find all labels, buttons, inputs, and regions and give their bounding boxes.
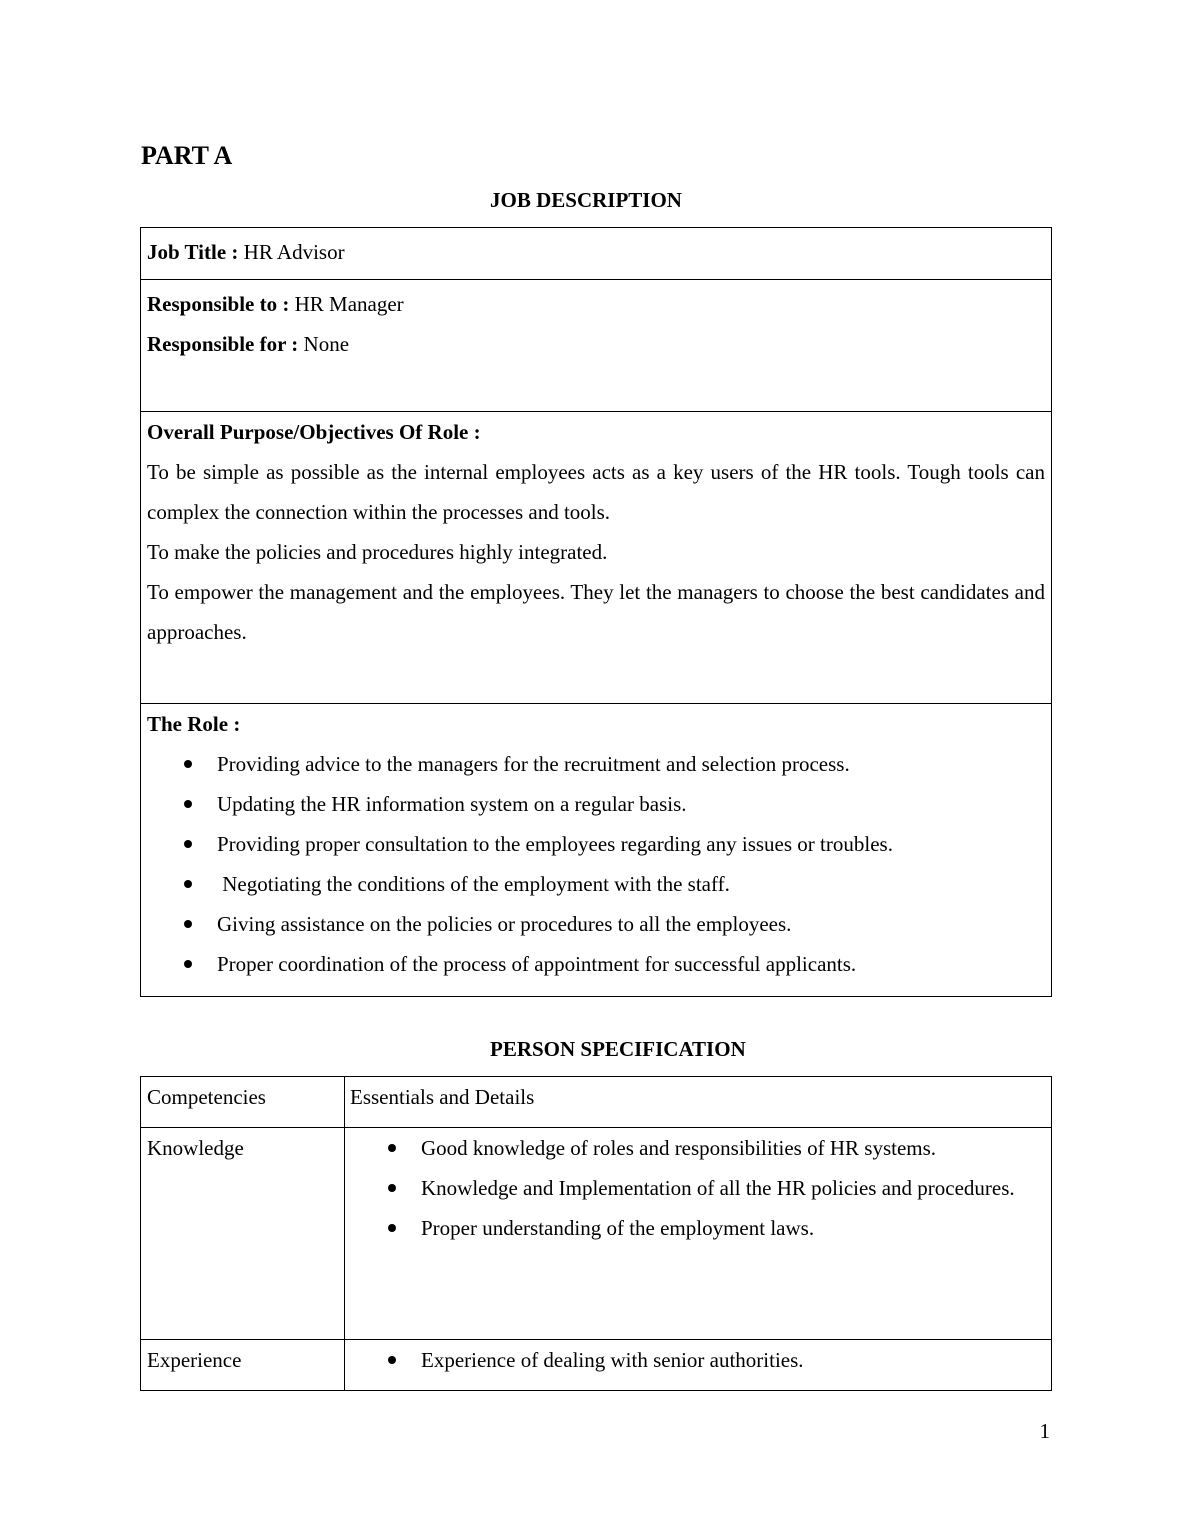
role-list-item: Updating the HR information system on a regular basis.	[147, 784, 1045, 824]
job-title-cell	[141, 228, 1052, 280]
experience-list	[351, 1340, 1045, 1380]
responsible-for-label: Responsible for :	[147, 332, 299, 356]
job-title-row	[141, 228, 1052, 280]
person-specification-title: PERSON SPECIFICATION	[490, 1037, 746, 1061]
purpose-paragraph: To empower the management and the employees. They let the managers to choose the best candidates and approaches.	[147, 580, 1045, 644]
responsibility-row	[141, 280, 1052, 412]
responsible-to-label: Responsible to :	[147, 292, 290, 316]
table-row	[141, 1128, 1052, 1340]
role-label: The Role :	[147, 712, 241, 736]
purpose-label: Overall Purpose/Objectives Of Role :	[147, 420, 481, 444]
responsible-for-value: None	[298, 332, 350, 356]
purpose-paragraph: To make the policies and procedures highly integrated.	[147, 540, 608, 564]
competency-experience: Experience	[141, 1340, 345, 1391]
list-item: Experience of dealing with senior authorities.	[351, 1340, 1045, 1380]
knowledge-list	[351, 1128, 1045, 1248]
role-list	[147, 744, 1045, 984]
purpose-row	[141, 412, 1052, 704]
job-description-table	[140, 227, 1052, 997]
experience-details	[345, 1340, 1052, 1391]
list-item: Good knowledge of roles and responsibilities of HR systems.	[351, 1128, 1045, 1168]
table-row	[141, 1340, 1052, 1391]
list-item: Knowledge and Implementation of all the HR policies and procedures.	[351, 1168, 1045, 1208]
knowledge-details	[345, 1128, 1052, 1340]
role-list-item: Giving assistance on the policies or procedures to all the employees.	[147, 904, 1045, 944]
role-list-item: Providing proper consultation to the employees regarding any issues or troubles.	[147, 824, 1045, 864]
header-essentials: Essentials and Details	[345, 1077, 1052, 1128]
purpose-cell	[141, 412, 1052, 704]
part-heading: PART A	[141, 141, 233, 170]
role-list-item: Proper coordination of the process of appointment for successful applicants.	[147, 944, 1045, 984]
person-specification-table	[140, 1076, 1052, 1391]
role-list-item: Negotiating the conditions of the employment with the staff.	[147, 864, 1045, 904]
list-item: Proper understanding of the employment laws.	[351, 1208, 1045, 1248]
purpose-paragraph: To be simple as possible as the internal employees acts as a key users of the HR tools. Tough tools can complex the connection within the processes and tools.	[147, 460, 1045, 524]
header-competencies: Competencies	[141, 1077, 345, 1128]
responsible-to-value: HR Manager	[289, 292, 404, 316]
job-title-value: HR Advisor	[238, 240, 345, 264]
role-list-item: Providing advice to the managers for the recruitment and selection process.	[147, 744, 1045, 784]
table-header-row	[141, 1077, 1052, 1128]
job-title-label: Job Title :	[147, 240, 239, 264]
job-description-title: JOB DESCRIPTION	[490, 188, 682, 212]
responsibility-cell	[141, 280, 1052, 412]
competency-knowledge: Knowledge	[141, 1128, 345, 1340]
role-cell	[141, 704, 1052, 997]
page-number: 1	[1039, 1419, 1050, 1443]
role-row	[141, 704, 1052, 997]
